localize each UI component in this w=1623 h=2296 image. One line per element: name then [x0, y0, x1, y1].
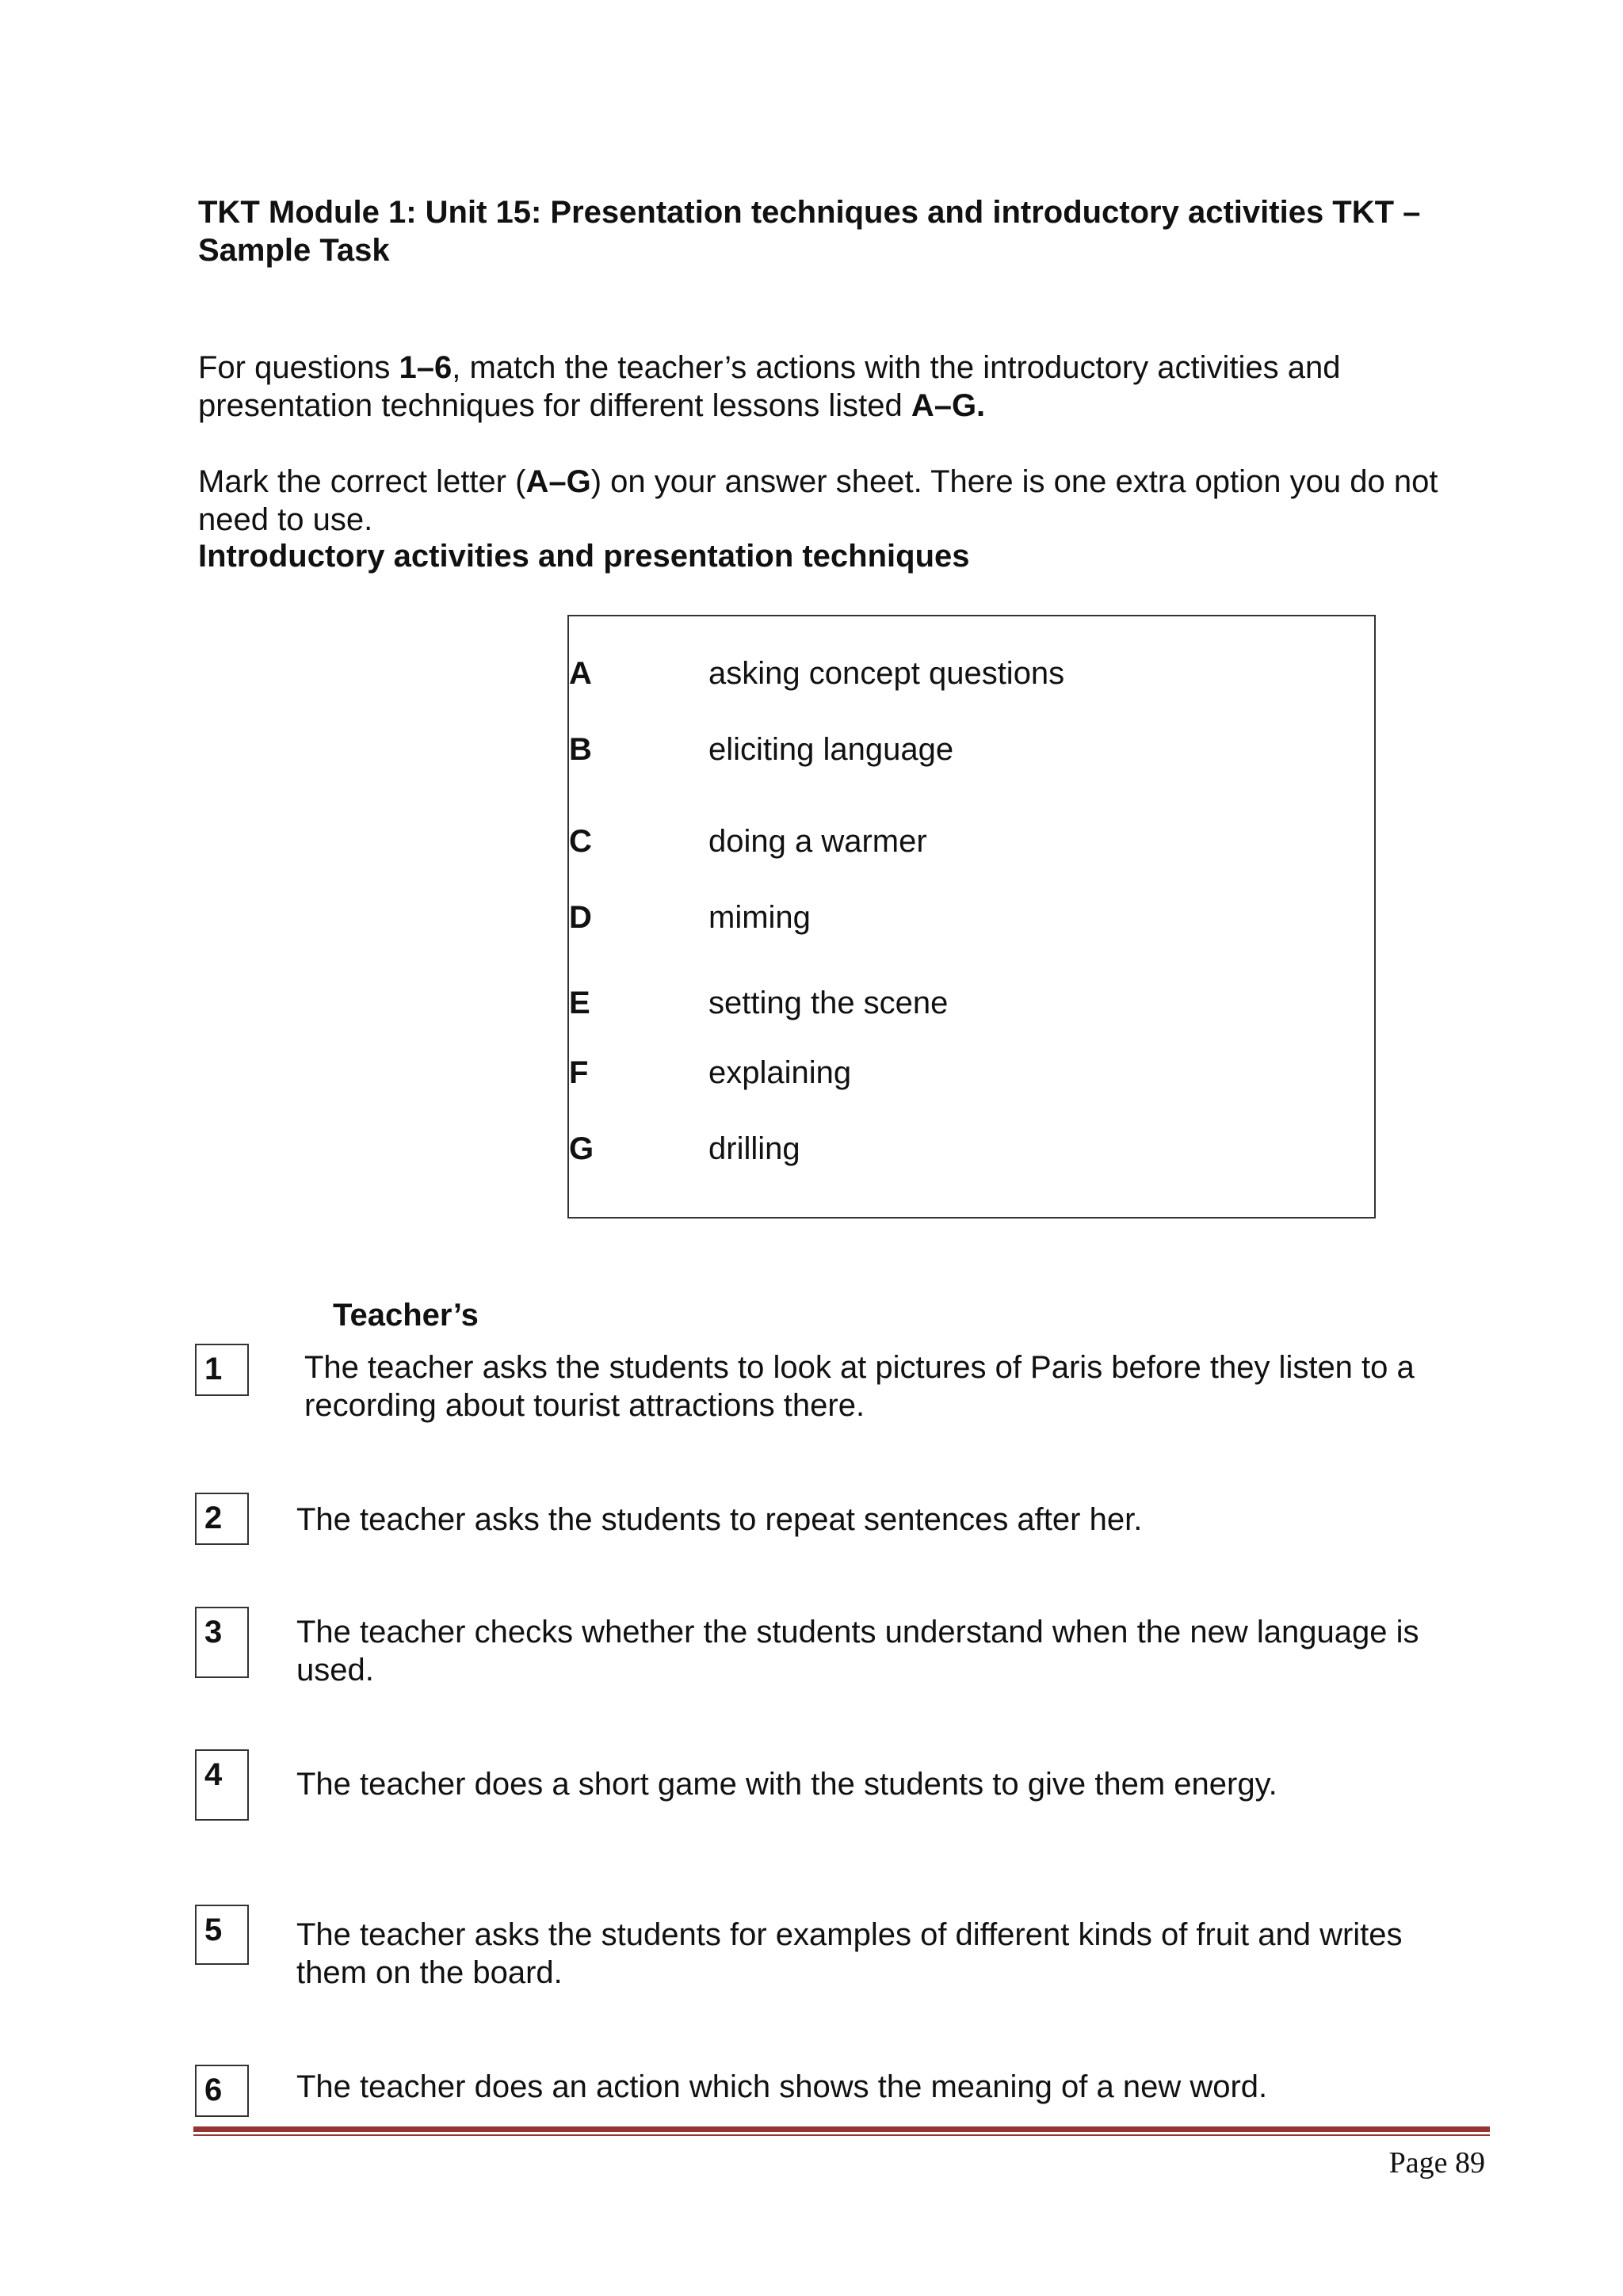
- footer-rule: [193, 2126, 1490, 2132]
- question-text: The teacher asks the students to look at pictures of Paris before they listen to a recording about tourist attractions there.: [304, 1350, 1415, 1423]
- question-text: The teacher asks the students to repeat sentences after her.: [296, 1502, 1143, 1537]
- option-text-d: miming: [708, 900, 811, 935]
- question-text: The teacher does a short game with the students to give them energy.: [296, 1767, 1277, 1802]
- option-letter-a: A: [569, 656, 592, 691]
- question-number-box[interactable]: 6: [195, 2065, 249, 2117]
- question-number-box[interactable]: 1: [195, 1344, 249, 1396]
- page-number: Page 89: [1388, 2146, 1485, 2180]
- column-heading: Teacher’s: [333, 1298, 479, 1333]
- option-letter-c: C: [569, 824, 592, 859]
- option-text-g: drilling: [708, 1131, 800, 1166]
- question-text: The teacher does an action which shows the meaning of a new word.: [296, 2069, 1268, 2104]
- question-text: The teacher checks whether the students understand when the new language is used.: [296, 1615, 1419, 1688]
- instruction-paragraph-1: For questions 1–6, match the teacher’s actions with the introductory activities and presentation techniques for different lessons listed A–G.: [198, 350, 1341, 423]
- option-letter-f: F: [569, 1055, 589, 1090]
- option-text-e: setting the scene: [708, 986, 949, 1020]
- option-text-f: explaining: [708, 1055, 852, 1090]
- question-number-box[interactable]: 2: [195, 1493, 249, 1545]
- option-letter-b: B: [569, 732, 592, 767]
- question-number-box[interactable]: 3: [195, 1607, 249, 1678]
- question-number-box[interactable]: 4: [195, 1749, 249, 1821]
- option-text-b: eliciting language: [708, 732, 954, 767]
- options-heading: Introductory activities and presentation techniques: [198, 539, 970, 574]
- option-letter-g: G: [569, 1131, 594, 1166]
- instruction-paragraph-2: Mark the correct letter (A–G) on your answer sheet. There is one extra option you do not need to use.: [198, 464, 1438, 537]
- footer-rule-thin: [193, 2134, 1490, 2136]
- question-number-box[interactable]: 5: [195, 1905, 249, 1965]
- option-letter-e: E: [569, 986, 590, 1020]
- option-text-c: doing a warmer: [708, 824, 927, 859]
- option-text-a: asking concept questions: [708, 656, 1065, 691]
- options-box: [567, 615, 1376, 1219]
- option-letter-d: D: [569, 900, 592, 935]
- page-title: TKT Module 1: Unit 15: Presentation techniques and introductory activities TKT – Sample Task: [198, 195, 1421, 268]
- question-text: The teacher asks the students for examples of different kinds of fruit and writes them on the board.: [296, 1917, 1403, 1990]
